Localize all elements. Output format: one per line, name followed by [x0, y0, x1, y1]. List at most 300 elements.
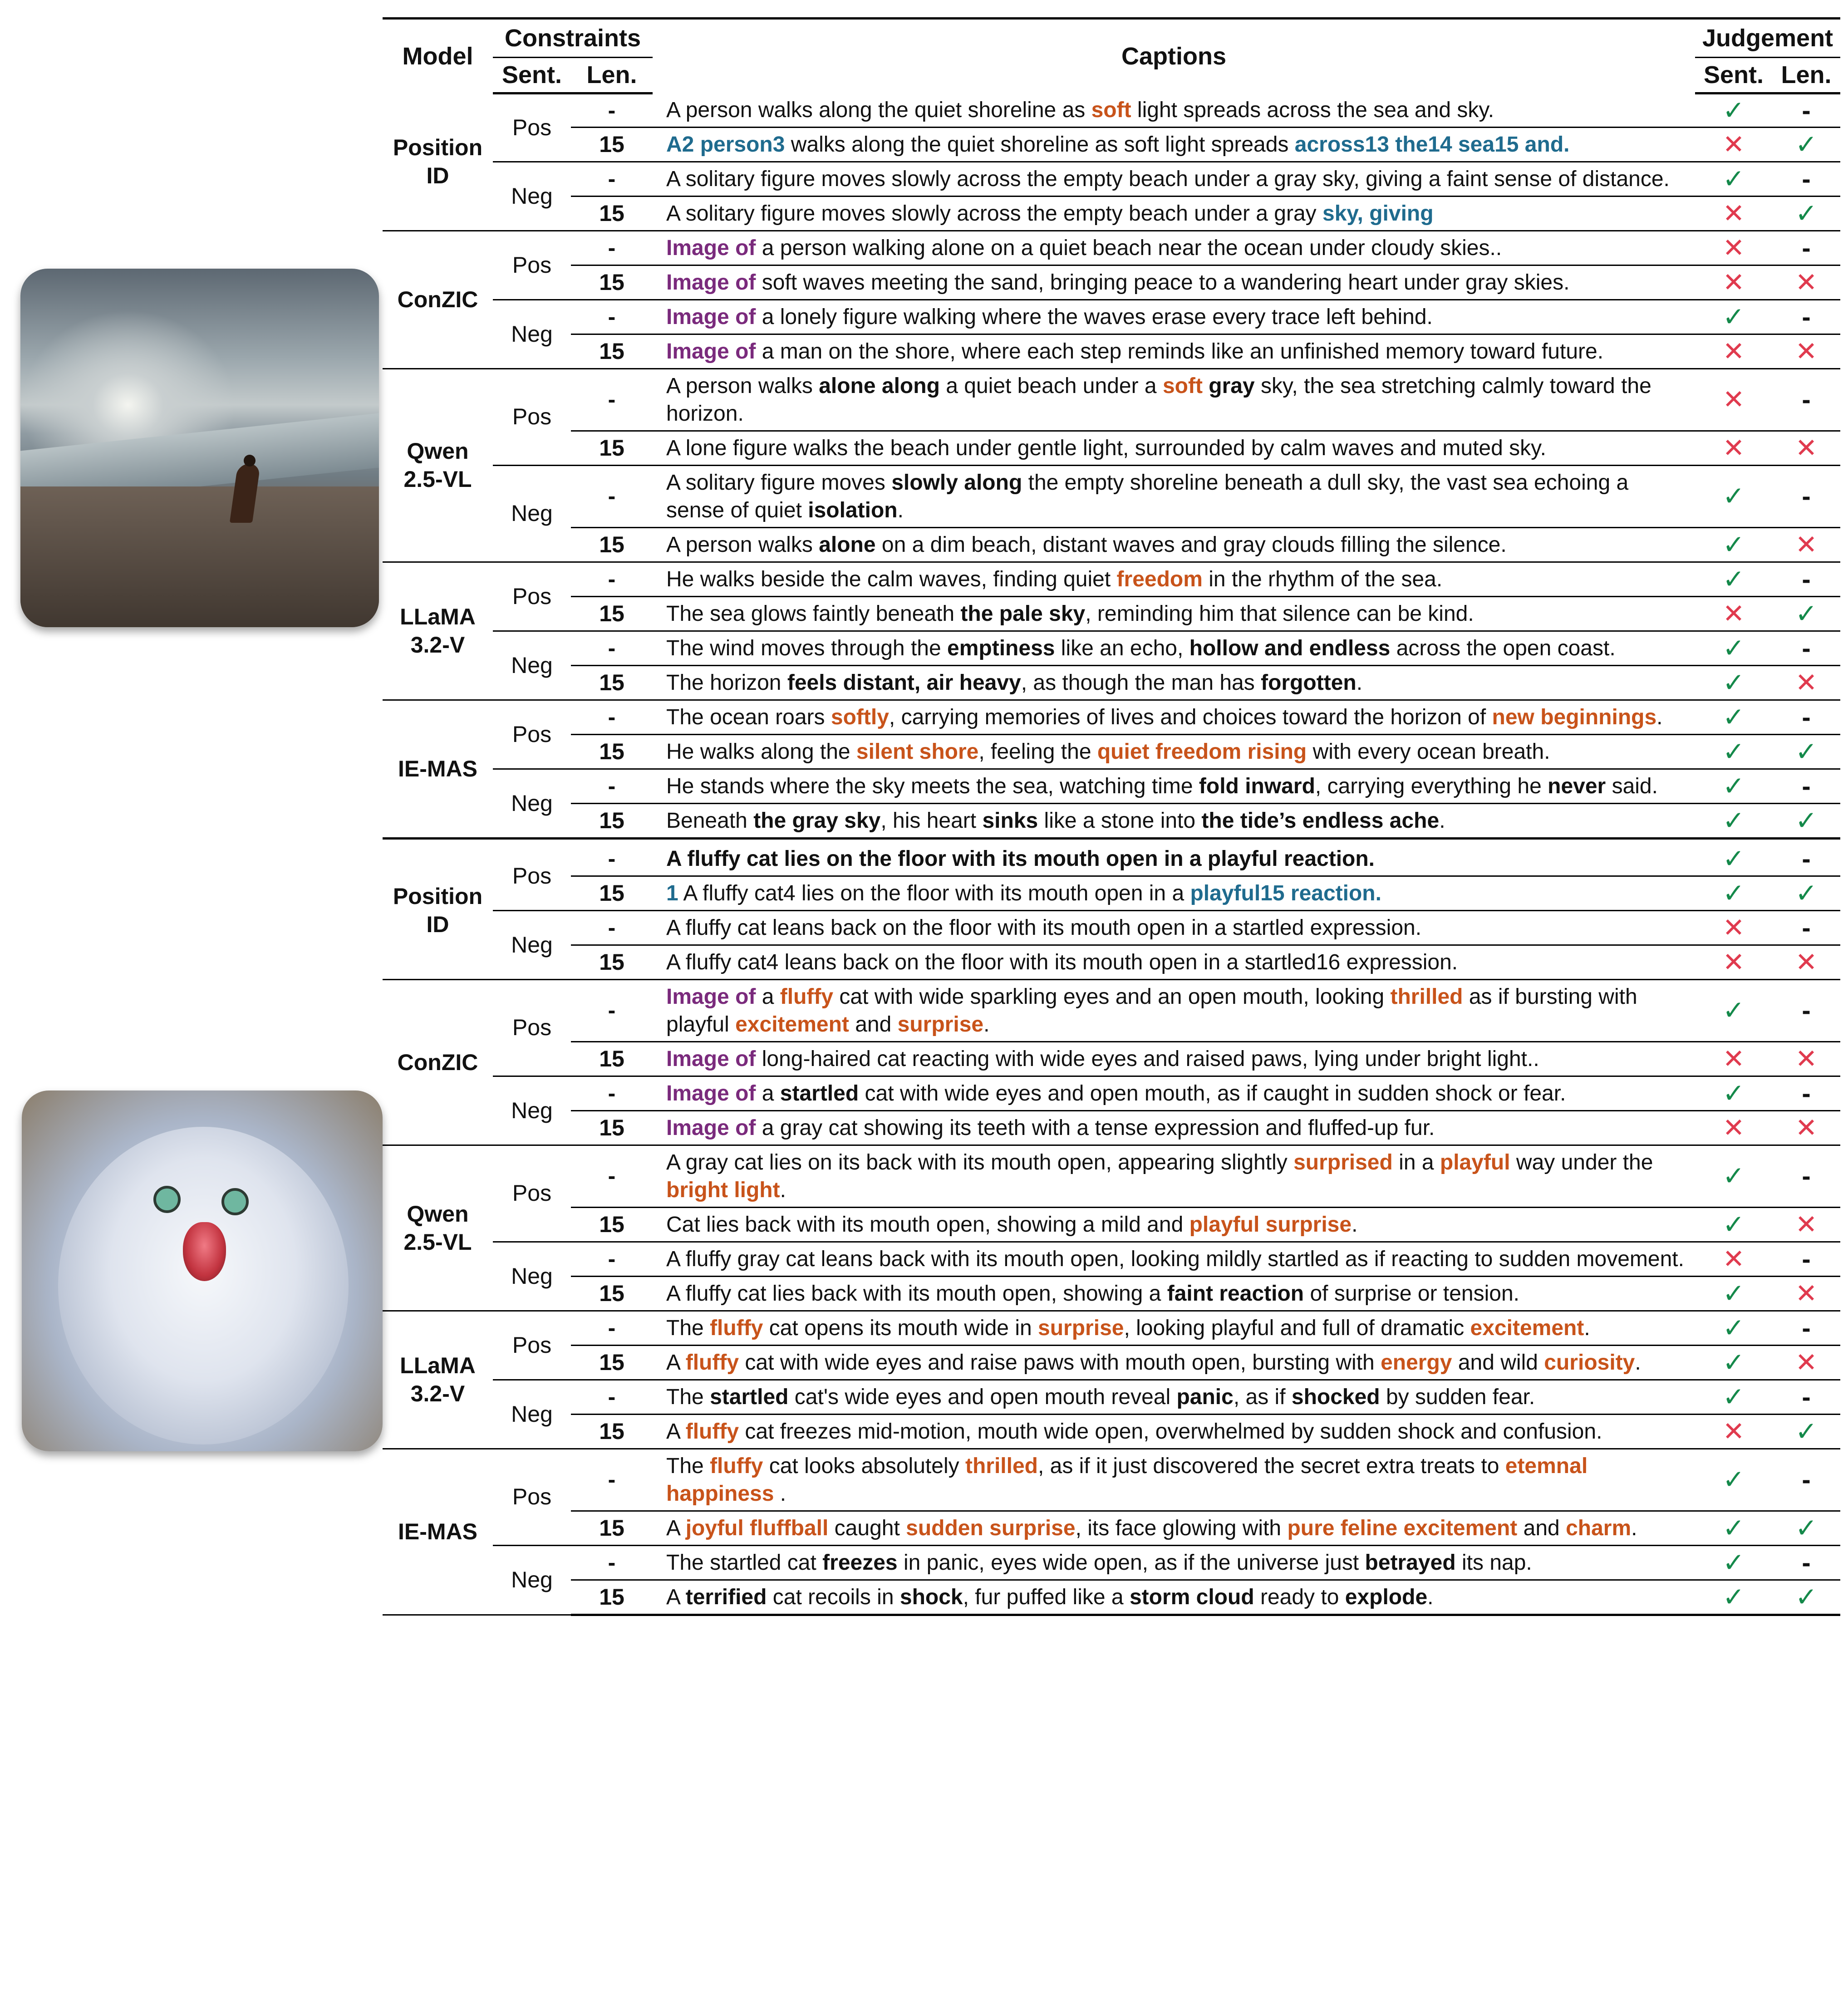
- check-icon: ✓: [1795, 1416, 1818, 1446]
- caption-text: [653, 127, 1695, 162]
- length-constraint: 15: [571, 1414, 653, 1449]
- double-rule: [383, 838, 1840, 842]
- length-constraint: 15: [571, 596, 653, 631]
- highlighted-phrase: A fluffy cat lies on the floor with its mouth open in a playful reaction.: [666, 846, 1375, 871]
- judgement-sent: [1695, 1207, 1772, 1242]
- model-name: [383, 93, 493, 231]
- caption-text: [653, 162, 1695, 196]
- sentiment-constraint: Neg: [493, 1076, 571, 1145]
- length-constraint: -: [571, 1449, 653, 1511]
- caption-segment: A lone figure walks the beach under gentle light, surrounded by calm waves and muted sky.: [666, 436, 1546, 460]
- header-model: Model: [383, 19, 493, 93]
- caption-segment: long-haired cat reacting with wide eyes and raised paws, lying under bright light..: [756, 1046, 1539, 1071]
- judgement-len: [1772, 231, 1840, 265]
- cross-icon: ✕: [1795, 668, 1818, 698]
- caption-segment: cat recoils in: [767, 1585, 900, 1609]
- caption-segment: A solitary figure moves slowly across the empty beach under a gray: [666, 201, 1323, 226]
- caption-segment: , looking playful and full of dramatic: [1124, 1316, 1470, 1340]
- highlighted-phrase: thrilled: [965, 1454, 1038, 1478]
- sentiment-constraint: Neg: [493, 910, 571, 979]
- judgement-len: [1772, 162, 1840, 196]
- beach-photo: [20, 269, 379, 627]
- caption-segment: its nap.: [1455, 1550, 1532, 1575]
- judgement-len: [1772, 1580, 1840, 1615]
- judgement-len: [1772, 1449, 1840, 1511]
- highlighted-phrase: feels distant, air heavy: [787, 670, 1021, 695]
- highlighted-phrase: hollow and endless: [1189, 636, 1391, 660]
- judgement-len: [1772, 300, 1840, 334]
- check-icon: ✓: [1795, 806, 1818, 835]
- judgement-len: [1772, 979, 1840, 1041]
- check-icon: ✓: [1722, 1209, 1745, 1239]
- highlighted-phrase: the gray sky: [753, 808, 881, 833]
- highlighted-phrase: Image of: [666, 339, 756, 364]
- caption-text: [653, 665, 1695, 700]
- highlighted-phrase: fluffy: [685, 1419, 739, 1444]
- caption-segment: a quiet beach under a: [939, 373, 1163, 398]
- judgement-len: [1772, 465, 1840, 527]
- length-constraint: -: [571, 562, 653, 596]
- sentiment-constraint: Pos: [493, 842, 571, 911]
- judgement-len: [1772, 196, 1840, 231]
- caption-text: [653, 1110, 1695, 1145]
- judgement-len: [1772, 562, 1840, 596]
- table-row: [383, 1414, 1840, 1449]
- caption-segment: .: [1584, 1316, 1590, 1340]
- judgement-len: [1772, 1110, 1840, 1145]
- caption-segment: A: [666, 1350, 686, 1375]
- dash-icon: -: [1802, 1382, 1811, 1412]
- check-icon: ✓: [1722, 702, 1745, 732]
- caption-segment: in a: [1392, 1150, 1440, 1174]
- caption-segment: across the open coast.: [1390, 636, 1616, 660]
- sentiment-constraint: Pos: [493, 231, 571, 300]
- highlighted-phrase: fluffy: [685, 1350, 739, 1375]
- judgement-sent: [1695, 1145, 1772, 1207]
- cross-icon: ✕: [1722, 1113, 1745, 1143]
- judgement-len: [1772, 910, 1840, 945]
- highlighted-phrase: terrified: [685, 1585, 767, 1609]
- highlighted-phrase: sky, giving: [1322, 201, 1434, 226]
- highlighted-phrase: faint reaction: [1167, 1281, 1304, 1306]
- cat-photo: [22, 1091, 383, 1451]
- caption-segment: cat opens its mouth wide in: [763, 1316, 1038, 1340]
- caption-segment: a lonely figure walking where the waves erase every trace left behind.: [756, 305, 1433, 329]
- length-constraint: -: [571, 465, 653, 527]
- judgement-sent: [1695, 665, 1772, 700]
- highlighted-phrase: excitement: [1470, 1316, 1584, 1340]
- caption-segment: soft waves meeting the sand, bringing peace to a wandering heart under gray skies.: [756, 270, 1570, 295]
- caption-text: [653, 803, 1695, 838]
- caption-segment: , feeling the: [978, 739, 1097, 764]
- table-row: [383, 1545, 1840, 1580]
- cross-icon: ✕: [1722, 129, 1745, 159]
- length-constraint: 15: [571, 431, 653, 465]
- model-name-line: Qwen: [407, 438, 469, 464]
- dash-icon: -: [1802, 1465, 1811, 1494]
- sentiment-constraint: Pos: [493, 368, 571, 465]
- judgement-len: [1772, 734, 1840, 769]
- caption-segment: [1203, 374, 1209, 398]
- caption-segment: The: [666, 1385, 710, 1409]
- highlighted-phrase: fluffy: [780, 984, 834, 1009]
- caption-segment: He walks along the: [666, 739, 856, 764]
- highlighted-phrase: playful surprise: [1189, 1212, 1352, 1237]
- judgement-sent: [1695, 1041, 1772, 1076]
- check-icon: ✓: [1722, 95, 1745, 125]
- dash-icon: -: [1802, 1244, 1811, 1274]
- highlighted-phrase: the tide’s endless ache: [1201, 808, 1440, 833]
- length-constraint: 15: [571, 1207, 653, 1242]
- caption-segment: The sea glows faintly beneath: [666, 601, 961, 626]
- check-icon: ✓: [1722, 1078, 1745, 1108]
- judgement-len: [1772, 803, 1840, 838]
- caption-segment: .: [1352, 1212, 1358, 1237]
- highlighted-phrase: alone: [819, 532, 876, 557]
- judgement-len: [1772, 769, 1840, 803]
- sentiment-constraint: Neg: [493, 769, 571, 838]
- cross-icon: ✕: [1795, 1347, 1818, 1377]
- highlighted-phrase: fluffy: [710, 1454, 763, 1478]
- model-name-line: ConZIC: [397, 287, 478, 312]
- length-constraint: -: [571, 910, 653, 945]
- caption-segment: and: [849, 1012, 898, 1036]
- judgement-len: [1772, 1145, 1840, 1207]
- model-name-line: IE-MAS: [398, 1519, 477, 1544]
- cross-icon: ✕: [1795, 1278, 1818, 1308]
- model-name-line: 2.5-VL: [403, 1229, 472, 1255]
- caption-segment: .: [1356, 670, 1363, 695]
- caption-segment: A fluffy cat4 leans back on the floor with its mouth open in a startled16 expression.: [666, 950, 1458, 974]
- judgement-sent: [1695, 1545, 1772, 1580]
- table-row: [383, 803, 1840, 838]
- caption-segment: He walks beside the calm waves, finding quiet: [666, 567, 1117, 591]
- caption-segment: A fluffy gray cat leans back with its mouth open, looking mildly startled as if reacting to sudden movement.: [666, 1247, 1684, 1271]
- cross-icon: ✕: [1722, 433, 1745, 463]
- caption-segment: He stands where the sky meets the sea, watching time: [666, 774, 1199, 798]
- highlighted-phrase: gray: [1209, 373, 1255, 398]
- caption-segment: caught: [828, 1516, 906, 1540]
- cross-icon: ✕: [1795, 336, 1818, 366]
- length-constraint: -: [571, 979, 653, 1041]
- highlighted-phrase: forgotten: [1261, 670, 1357, 695]
- sentiment-constraint: Pos: [493, 562, 571, 631]
- highlighted-phrase: A2 person3: [666, 132, 785, 157]
- cross-icon: ✕: [1795, 433, 1818, 463]
- highlighted-phrase: shock: [899, 1585, 963, 1609]
- sentiment-constraint: Pos: [493, 1311, 571, 1380]
- judgement-len: [1772, 1545, 1840, 1580]
- judgement-sent: [1695, 1345, 1772, 1380]
- caption-segment: a: [756, 1081, 780, 1105]
- caption-segment: a gray cat showing its teeth with a tense expression and fluffed-up fur.: [756, 1115, 1435, 1140]
- dash-icon: -: [1802, 564, 1811, 594]
- judgement-sent: [1695, 368, 1772, 431]
- sentiment-constraint: Neg: [493, 162, 571, 231]
- length-constraint: 15: [571, 665, 653, 700]
- highlighted-phrase: Image of: [666, 1046, 756, 1071]
- model-name-line: Position: [393, 135, 483, 160]
- cross-icon: ✕: [1722, 267, 1745, 297]
- caption-segment: A: [666, 1419, 686, 1444]
- highlighted-phrase: playful15 reaction.: [1190, 881, 1381, 905]
- check-icon: ✓: [1722, 1582, 1745, 1612]
- check-icon: ✓: [1722, 633, 1745, 663]
- sentiment-constraint: Pos: [493, 700, 571, 769]
- judgement-sent: [1695, 910, 1772, 945]
- check-icon: ✓: [1722, 806, 1745, 835]
- table-row: [383, 1380, 1840, 1414]
- highlighted-phrase: etemnal happiness: [666, 1454, 1588, 1506]
- caption-segment: said.: [1606, 774, 1658, 798]
- table-row: [383, 1345, 1840, 1380]
- table-row: [383, 1311, 1840, 1345]
- check-icon: ✓: [1722, 1161, 1745, 1191]
- check-icon: ✓: [1722, 844, 1745, 874]
- length-constraint: -: [571, 842, 653, 876]
- caption-text: [653, 945, 1695, 979]
- table-row: [383, 162, 1840, 196]
- header-judgement: Judgement: [1695, 19, 1840, 58]
- check-icon: ✓: [1722, 1513, 1745, 1543]
- cross-icon: ✕: [1795, 1044, 1818, 1074]
- caption-segment: , its face glowing with: [1075, 1516, 1288, 1540]
- judgement-sent: [1695, 769, 1772, 803]
- caption-text: [653, 1311, 1695, 1345]
- caption-segment: cat with wide eyes and open mouth, as if caught in sudden shock or fear.: [859, 1081, 1566, 1105]
- sentiment-constraint: Pos: [493, 1449, 571, 1545]
- highlighted-phrase: curiosity: [1544, 1350, 1635, 1375]
- judgement-sent: [1695, 945, 1772, 979]
- dash-icon: -: [1802, 481, 1811, 511]
- caption-segment: by sudden fear.: [1380, 1385, 1535, 1409]
- cross-icon: ✕: [1722, 947, 1745, 977]
- judgement-len: [1772, 334, 1840, 368]
- caption-segment: .: [1427, 1585, 1434, 1609]
- check-icon: ✓: [1722, 668, 1745, 698]
- caption-segment: .: [897, 498, 904, 522]
- sentiment-constraint: Neg: [493, 465, 571, 562]
- check-icon: ✓: [1795, 129, 1818, 159]
- judgement-len: [1772, 1242, 1840, 1276]
- dash-icon: -: [1802, 1078, 1811, 1108]
- dash-icon: -: [1802, 702, 1811, 732]
- caption-text: [653, 842, 1695, 876]
- judgement-len: [1772, 665, 1840, 700]
- highlighted-phrase: the pale sky: [960, 601, 1086, 626]
- check-icon: ✓: [1722, 1313, 1745, 1343]
- caption-text: [653, 1580, 1695, 1615]
- caption-text: [653, 1242, 1695, 1276]
- sentiment-constraint: Neg: [493, 300, 571, 368]
- length-constraint: 15: [571, 803, 653, 838]
- length-constraint: -: [571, 700, 653, 734]
- caption-segment: cat looks absolutely: [763, 1454, 965, 1478]
- caption-segment: , as if: [1233, 1385, 1292, 1409]
- length-constraint: 15: [571, 1041, 653, 1076]
- caption-text: [653, 1414, 1695, 1449]
- caption-text: [653, 300, 1695, 334]
- caption-segment: on a dim beach, distant waves and gray clouds filling the silence.: [875, 532, 1507, 557]
- check-icon: ✓: [1722, 530, 1745, 560]
- judgement-sent: [1695, 596, 1772, 631]
- length-constraint: -: [571, 368, 653, 431]
- caption-segment: of surprise or tension.: [1304, 1281, 1519, 1306]
- model-name: [383, 1311, 493, 1449]
- judgement-len: [1772, 93, 1840, 128]
- caption-text: [653, 93, 1695, 128]
- cross-icon: ✕: [1722, 599, 1745, 629]
- judgement-len: [1772, 700, 1840, 734]
- length-constraint: -: [571, 1145, 653, 1207]
- judgement-sent: [1695, 431, 1772, 465]
- highlighted-phrase: fold inward: [1199, 774, 1315, 798]
- caption-segment: and: [1517, 1516, 1566, 1540]
- model-name-line: LLaMA: [400, 604, 476, 629]
- section-separator: [383, 838, 1840, 842]
- highlighted-phrase: playful: [1440, 1150, 1510, 1174]
- caption-text: [653, 1207, 1695, 1242]
- sentiment-constraint: Neg: [493, 1242, 571, 1311]
- caption-segment: with every ocean breath.: [1307, 739, 1550, 764]
- cross-icon: ✕: [1722, 385, 1745, 414]
- model-name-line: Position: [393, 884, 483, 909]
- check-icon: ✓: [1722, 1347, 1745, 1377]
- caption-segment: .: [1631, 1516, 1637, 1540]
- judgement-sent: [1695, 265, 1772, 300]
- caption-segment: a: [756, 984, 780, 1009]
- caption-text: [653, 368, 1695, 431]
- caption-segment: .: [780, 1178, 786, 1202]
- judgement-sent: [1695, 1311, 1772, 1345]
- caption-segment: A: [666, 1516, 686, 1540]
- caption-segment: A solitary figure moves: [666, 470, 892, 495]
- caption-segment: The: [666, 1316, 710, 1340]
- model-name: [383, 562, 493, 700]
- caption-segment: cat with wide eyes and raise paws with mouth open, bursting with: [739, 1350, 1381, 1375]
- caption-text: [653, 1511, 1695, 1545]
- highlighted-phrase: surprise: [1038, 1316, 1124, 1340]
- highlighted-phrase: across13 the14 sea15 and.: [1294, 132, 1570, 157]
- caption-text: [653, 1449, 1695, 1511]
- judgement-len: [1772, 127, 1840, 162]
- highlighted-phrase: startled: [710, 1385, 789, 1409]
- sentiment-constraint: Pos: [493, 93, 571, 162]
- highlighted-phrase: new beginnings: [1492, 705, 1657, 729]
- judgement-sent: [1695, 1511, 1772, 1545]
- judgement-len: [1772, 945, 1840, 979]
- length-constraint: 15: [571, 1345, 653, 1380]
- check-icon: ✓: [1722, 1465, 1745, 1494]
- dash-icon: -: [1802, 1547, 1811, 1577]
- judgement-len: [1772, 431, 1840, 465]
- highlighted-phrase: Image of: [666, 984, 756, 1009]
- table-row: [383, 876, 1840, 910]
- caption-text: [653, 1076, 1695, 1110]
- dash-icon: -: [1802, 164, 1811, 194]
- cross-icon: ✕: [1795, 530, 1818, 560]
- check-icon: ✓: [1722, 564, 1745, 594]
- model-name: [383, 368, 493, 562]
- caption-text: [653, 910, 1695, 945]
- table-row: [383, 596, 1840, 631]
- check-icon: ✓: [1722, 164, 1745, 194]
- caption-segment: in panic, eyes wide open, as if the universe just: [897, 1550, 1365, 1575]
- highlighted-phrase: joyful fluffball: [685, 1516, 829, 1540]
- caption-text: [653, 1380, 1695, 1414]
- judgement-len: [1772, 1511, 1840, 1545]
- table-row: [383, 300, 1840, 334]
- table-row: [383, 1511, 1840, 1545]
- judgement-sent: [1695, 1414, 1772, 1449]
- sentiment-constraint: Neg: [493, 1380, 571, 1449]
- caption-segment: A solitary figure moves slowly across the empty beach under a gray sky, giving a faint sense of distance.: [666, 167, 1670, 191]
- highlighted-phrase: charm: [1566, 1516, 1632, 1540]
- caption-segment: .: [1635, 1350, 1641, 1375]
- highlighted-phrase: Image of: [666, 1115, 756, 1140]
- judgement-sent: [1695, 1380, 1772, 1414]
- check-icon: ✓: [1722, 302, 1745, 332]
- judgement-sent: [1695, 1276, 1772, 1311]
- caption-segment: cat's wide eyes and open mouth reveal: [788, 1385, 1177, 1409]
- highlighted-phrase: pure feline excitement: [1287, 1516, 1518, 1540]
- highlighted-phrase: thrilled: [1390, 984, 1463, 1009]
- model-name-line: 3.2-V: [410, 1381, 465, 1406]
- table-row: [383, 1110, 1840, 1145]
- length-constraint: -: [571, 769, 653, 803]
- highlighted-phrase: quiet freedom rising: [1097, 739, 1307, 764]
- highlighted-phrase: startled: [780, 1081, 859, 1105]
- sentiment-constraint: Pos: [493, 979, 571, 1076]
- caption-segment: A fluffy cat4 lies on the floor with its mouth open in a: [678, 881, 1190, 905]
- judgement-sent: [1695, 1242, 1772, 1276]
- caption-segment: A person walks: [666, 373, 819, 398]
- model-name-line: 3.2-V: [410, 632, 465, 658]
- header-judgement-sent: Sent.: [1695, 58, 1772, 93]
- judgement-len: [1772, 527, 1840, 562]
- dash-icon: -: [1802, 1313, 1811, 1343]
- caption-text: [653, 1345, 1695, 1380]
- check-icon: ✓: [1722, 878, 1745, 908]
- caption-segment: , as if it just discovered the secret extra treats to: [1037, 1454, 1505, 1478]
- judgement-len: [1772, 1276, 1840, 1311]
- highlighted-phrase: alone along: [819, 373, 940, 398]
- table-row: [383, 93, 1840, 128]
- highlighted-phrase: shocked: [1291, 1385, 1380, 1409]
- judgement-len: [1772, 368, 1840, 431]
- table-row: [383, 1242, 1840, 1276]
- table-row: [383, 665, 1840, 700]
- table-row: [383, 1145, 1840, 1207]
- caption-text: [653, 562, 1695, 596]
- highlighted-phrase: isolation: [808, 498, 898, 522]
- table-row: [383, 1580, 1840, 1615]
- cross-icon: ✕: [1722, 233, 1745, 263]
- highlighted-phrase: freezes: [822, 1550, 898, 1575]
- table-row: [383, 979, 1840, 1041]
- caption-text: [653, 1276, 1695, 1311]
- caption-text: [653, 527, 1695, 562]
- cross-icon: ✕: [1722, 1044, 1745, 1074]
- model-name: [383, 1449, 493, 1615]
- caption-segment: A person walks along the quiet shoreline as: [666, 98, 1091, 122]
- table-row: [383, 734, 1840, 769]
- highlighted-phrase: sudden surprise: [906, 1516, 1076, 1540]
- highlighted-phrase: softly: [831, 705, 889, 729]
- caption-text: [653, 431, 1695, 465]
- caption-segment: .: [983, 1012, 990, 1036]
- judgement-len: [1772, 1041, 1840, 1076]
